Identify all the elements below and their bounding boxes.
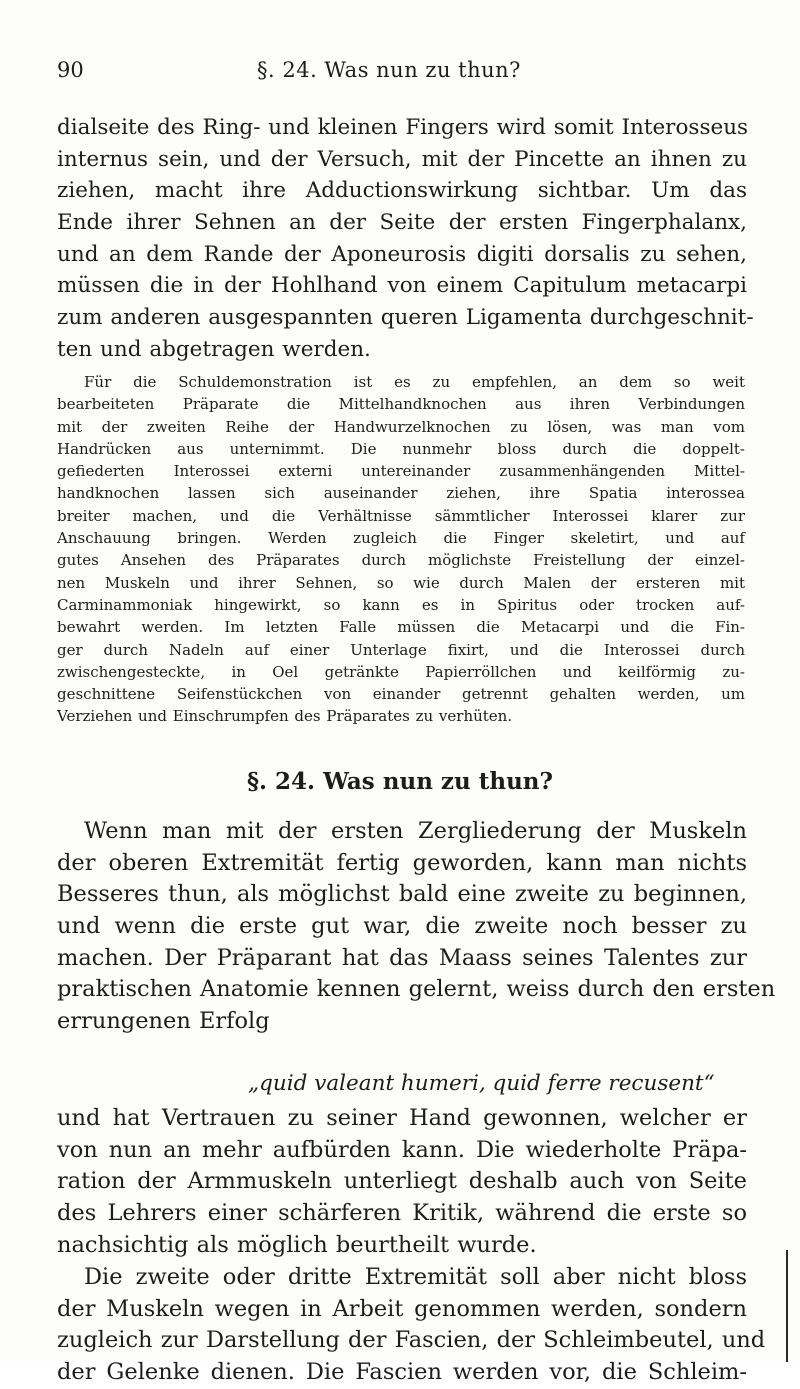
text-line: machen. Der Präparant hat das Maass seines Talentes zur xyxy=(57,944,747,971)
text-line: nachsichtig als möglich beurtheilt wurde. xyxy=(57,1231,537,1258)
paragraph-4 xyxy=(57,1262,766,1389)
note-line: Anschauung bringen. Werden zugleich die Finger skeletirt, und auf xyxy=(57,529,745,548)
page-number: 90 xyxy=(57,58,84,82)
note-line: gefiederten Interossei externi untereinander zusammenhängenden Mittel- xyxy=(57,462,745,481)
note-line: geschnittene Seifenstückchen von einander getrennt gehalten werden, um xyxy=(57,685,745,704)
note-line: gutes Ansehen des Präparates durch möglichste Freistellung der einzel- xyxy=(57,551,745,570)
paragraph-1 xyxy=(57,112,754,366)
text-line: Die zweite oder dritte Extremität soll aber nicht bloss xyxy=(84,1264,747,1290)
page-header xyxy=(57,58,743,88)
note-line: Verziehen und Einschrumpfen des Präparates zu verhüten. xyxy=(57,707,513,726)
page-edge-mark xyxy=(786,1250,788,1362)
text-line: von nun an mehr aufbürden kann. Die wiederholte Präpa- xyxy=(57,1136,747,1163)
text-line: ten und abgetragen werden. xyxy=(57,336,371,362)
note-line: mit der zweiten Reihe der Handwurzelknochen zu lösen, was man vom xyxy=(57,417,745,436)
running-head: §. 24. Was nun zu thun? xyxy=(257,58,521,82)
note-line: Handrücken aus unternimmt. Die nunmehr bloss durch die doppelt- xyxy=(57,439,745,458)
text-line: praktischen Anatomie kennen gelernt, weiss durch den ersten xyxy=(57,976,776,1003)
note-line: bearbeiteten Präparate die Mittelhandknochen aus ihren Verbindungen xyxy=(57,395,745,414)
paragraph-2 xyxy=(57,816,776,1038)
text-line: Besseres thun, als möglichst bald eine zweite zu beginnen, xyxy=(57,881,747,908)
section-heading: §. 24. Was nun zu thun? xyxy=(247,768,553,795)
text-line: ration der Armmuskeln unterliegt deshalb auch von Seite xyxy=(57,1168,747,1195)
text-line: müssen die in der Hohlhand von einem Capitulum metacarpi xyxy=(57,273,747,299)
text-line: des Lehrers einer schärferen Kritik, während die erste so xyxy=(57,1200,747,1227)
note-paragraph xyxy=(57,371,745,728)
text-line: Ende ihrer Sehnen an der Seite der ersten Fingerphalanx, xyxy=(57,210,747,236)
text-line: internus sein, und der Versuch, mit der Pincette an ihnen zu xyxy=(57,146,747,172)
text-line: dialseite des Ring- und kleinen Fingers wird somit Interosseus xyxy=(57,115,749,140)
text-line: der Gelenke dienen. Die Fascien werden vor, die Schleim- xyxy=(57,1359,747,1386)
note-line: ger durch Nadeln auf einer Unterlage fixirt, und die Interossei durch xyxy=(57,640,745,659)
text-line: und an dem Rande der Aponeurosis digiti dorsalis zu sehen, xyxy=(57,241,747,267)
note-line: nen Muskeln und ihrer Sehnen, so wie durch Malen der ersteren mit xyxy=(57,573,745,592)
text-line: Wenn man mit der ersten Zergliederung der Muskeln xyxy=(84,818,747,844)
text-line: der Muskeln wegen in Arbeit genommen werden, sondern xyxy=(57,1295,747,1322)
note-line: zwischengesteckte, in Oel getränkte Papierröllchen und keilförmig zu- xyxy=(57,662,745,681)
latin-quote: „quid valeant humeri, quid ferre recusent“ xyxy=(248,1071,715,1096)
text-line: der oberen Extremität fertig geworden, kann man nichts xyxy=(57,849,747,876)
text-line: zugleich zur Darstellung der Fascien, der Schleimbeutel, und xyxy=(57,1327,766,1354)
text-line: errungenen Erfolg xyxy=(57,1008,270,1035)
note-line: handknochen lassen sich auseinander ziehen, ihre Spatia interossea xyxy=(57,484,745,503)
text-line: und wenn die erste gut war, die zweite noch besser zu xyxy=(57,913,747,940)
text-line: zum anderen ausgespannten queren Ligamenta durchgeschnit- xyxy=(57,305,754,331)
note-line: Carminammoniak hingewirkt, so kann es in Spiritus oder trocken auf- xyxy=(57,595,745,614)
note-line: breiter machen, und die Verhältnisse sämmtlicher Interossei klarer zur xyxy=(57,506,745,525)
text-line: und hat Vertrauen zu seiner Hand gewonnen, welcher er xyxy=(57,1105,747,1131)
paragraph-3 xyxy=(57,1103,747,1261)
note-line: bewahrt werden. Im letzten Falle müssen die Metacarpi und die Fin- xyxy=(57,618,745,637)
text-line: ziehen, macht ihre Adductionswirkung sichtbar. Um das xyxy=(57,178,747,204)
note-line: Für die Schuldemonstration ist es zu empfehlen, an dem so weit xyxy=(84,373,745,391)
